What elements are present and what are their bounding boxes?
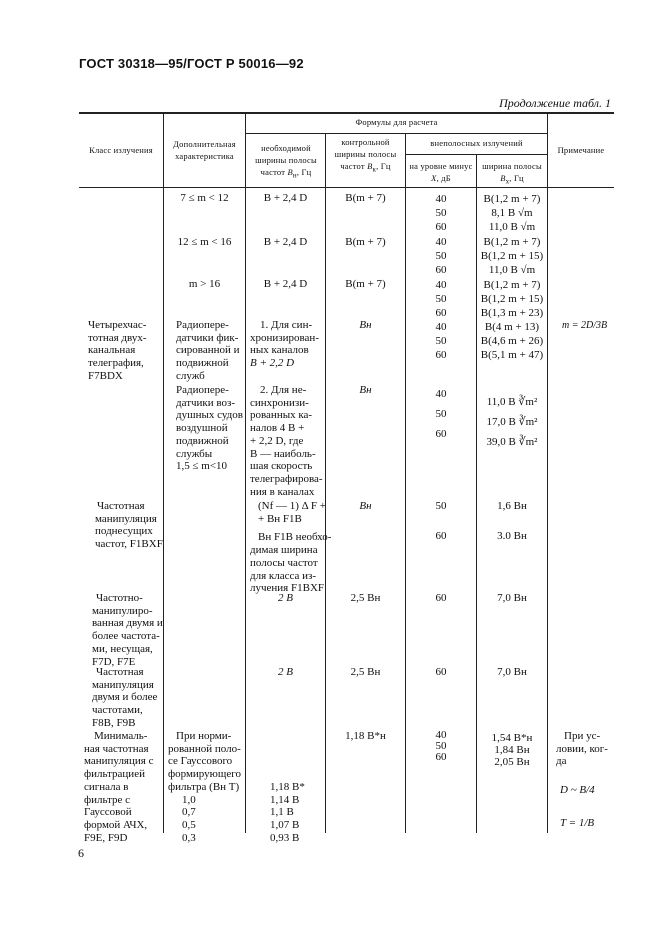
row-e-bn-line: B — наиболь-	[250, 447, 316, 460]
row-i-bn-line: 1,1 B	[270, 806, 294, 819]
row-e-x-1: 40	[435, 388, 447, 400]
formulas-divider	[245, 133, 547, 134]
row-a-x-1: 40	[435, 193, 447, 205]
row-i-note-formula-d: D ~ B/4	[560, 784, 595, 797]
row-h-x: 60	[435, 666, 447, 678]
row-b-char: 12 ≤ m < 16	[177, 236, 232, 248]
row-i-char-line: се Гауссового	[168, 755, 233, 768]
row-d-bn-line: B + 2,2 D	[250, 357, 295, 370]
header-note: Примечание	[557, 145, 605, 155]
row-b-bx	[477, 235, 547, 277]
row-c-x-1: 40	[435, 279, 447, 291]
row-f-bn	[250, 500, 331, 595]
row-d-bx-3: B(5,1 m + 47)	[480, 349, 544, 361]
row-i-bx-2: 1,84 Bн	[494, 744, 530, 756]
row-d-char-line: датчики фик-	[176, 331, 239, 344]
row-e-char-line: датчики воз-	[176, 396, 236, 409]
header-additional-char: Дополнительная характеристика	[173, 139, 236, 161]
row-f-class	[95, 500, 163, 551]
row-i-char-line: фильтра (Bн T)	[168, 780, 240, 793]
row-b-bx-1: B(1,2 m + 7)	[483, 236, 541, 248]
row-a-bx-2: 8,1 B √m	[491, 207, 533, 219]
col-divider-2	[245, 113, 246, 833]
row-f-bk: Bн	[359, 500, 372, 512]
row-d-char-line: Радиопере-	[176, 319, 229, 331]
row-d-char-line: сированной и	[176, 344, 240, 357]
row-e-x-3: 60	[435, 428, 447, 440]
row-d-class-line: телеграфия,	[88, 357, 144, 370]
row-i-char-line: 0,3	[182, 831, 196, 844]
row-h-bk: 2,5 Bн	[350, 666, 381, 678]
row-a-x-3: 60	[435, 221, 447, 233]
row-h-class-line: двумя и более	[92, 691, 158, 704]
row-d-char-line: подвижной	[176, 357, 229, 370]
row-e-bn-line: ния в каналах	[250, 485, 315, 498]
row-c-bx-2: B(1,2 m + 15)	[480, 293, 544, 305]
row-d-bx-2: B(4,6 m + 26)	[480, 335, 544, 347]
row-d-bn-line: хронизирован-	[250, 331, 319, 344]
row-a-char: 7 ≤ m < 12	[180, 192, 229, 204]
row-e-bx-3: 39,0 B ∛m²	[486, 436, 538, 448]
row-e-x	[406, 384, 476, 444]
row-f-bn-line: Bн F1B необхо-	[258, 531, 332, 544]
row-b-x-1: 40	[435, 236, 447, 248]
row-i-bx	[477, 732, 547, 768]
row-e-char-line: воздушной	[176, 422, 228, 435]
row-f-bn-line: димая ширина	[250, 544, 318, 557]
row-i-char-line: 0,7	[182, 806, 196, 819]
row-e-bx-2: 17,0 B ∛m²	[486, 416, 538, 428]
row-i-note-line: При ус-	[564, 730, 601, 742]
row-c-bn: B + 2,4 D	[263, 278, 308, 290]
row-d-class-line: канальная	[88, 344, 136, 357]
row-d-bn	[250, 319, 319, 370]
row-b-x-3: 60	[435, 264, 447, 276]
row-g-class-line: Частотно-	[96, 592, 143, 604]
row-e-bx-1: 11,0 B ∛m²	[486, 396, 538, 408]
row-d-class-line: F7BDX	[88, 369, 123, 382]
row-c-x	[406, 278, 476, 320]
row-g-bk: 2,5 Bн	[350, 592, 381, 604]
row-e-bn-line: телеграфирова-	[250, 472, 323, 485]
row-i-char-line: рованной поло-	[168, 742, 241, 755]
row-e-bn-line: налов 4 B +	[250, 422, 305, 435]
document-title: ГОСТ 30318—95/ГОСТ Р 50016—92	[79, 56, 304, 71]
row-d-char-line: служб	[176, 369, 205, 382]
row-d-class	[88, 319, 146, 383]
row-g-class-line: ванная двумя и	[92, 617, 163, 630]
row-i-class-line: ная частотная	[84, 742, 149, 755]
row-h-class-line: Частотная	[96, 666, 144, 678]
row-i-class-line: F9E, F9D	[84, 831, 128, 844]
row-i-class-line: фильтре с	[84, 793, 131, 806]
header-outband: внеполосных излучений	[430, 138, 523, 148]
row-c-bx-3: B(1,3 m + 23)	[480, 307, 544, 319]
row-d-note: m = 2D/3B	[562, 320, 608, 331]
header-bx: ширина полосы $B_x$, Гц	[482, 161, 542, 186]
row-e-char-line: душных судов	[176, 409, 243, 422]
row-i-note-formula-t: T = 1/B	[560, 816, 595, 829]
row-i-bn-line: 0,93 B	[270, 831, 300, 844]
row-i-char-line: При норми-	[176, 730, 232, 742]
row-f-class-line: Частотная	[97, 500, 145, 512]
row-d-bk: Bн	[359, 319, 372, 331]
row-e-bk: Bн	[359, 384, 372, 396]
row-i-bx-1: 1,54 B*н	[491, 732, 533, 744]
row-f-class-line: манипуляция	[95, 512, 157, 525]
row-b-bx-2: B(1,2 m + 15)	[480, 250, 544, 262]
row-c-bx-1: B(1,2 m + 7)	[483, 279, 541, 291]
row-i-note-line: да	[556, 755, 567, 768]
row-e-bx	[477, 392, 547, 452]
row-a-x	[406, 192, 476, 234]
row-f-bx-2: 3.0 Bн	[497, 529, 527, 542]
row-c-x-3: 60	[435, 307, 447, 319]
row-h-class-line: манипуляция	[92, 678, 154, 691]
row-i-char-line: 1,0	[182, 793, 196, 806]
row-f-bn-line: лучения F1BXF	[250, 582, 325, 595]
row-h-bx: 7,0 Bн	[497, 666, 527, 678]
row-b-x	[406, 235, 476, 277]
row-d-bn-line: 1. Для син-	[260, 319, 313, 331]
row-i-bx-3: 2,05 Bн	[494, 756, 530, 768]
row-i-x-3: 60	[435, 751, 447, 763]
row-i-char-line: формирующего	[168, 768, 241, 781]
row-f-bn-line: для класса из-	[250, 569, 317, 582]
row-e-char-line: 1,5 ≤ m<10	[176, 460, 228, 473]
row-d-char	[176, 319, 240, 383]
header-control-bw: контрольной ширины полосы частот $B_к$, Гц	[334, 137, 397, 174]
row-b-bx-3: 11,0 B √m	[488, 264, 536, 276]
row-i-class-line: сигнала в	[84, 780, 129, 793]
row-g-x: 60	[435, 592, 447, 604]
row-f-bn-line: (Nf — 1) Δ F +	[258, 500, 326, 512]
header-necessary-bw: необходимой ширины полосы частот $B_н$, Гц	[255, 143, 317, 180]
row-e-bn-line: 2. Для не-	[260, 384, 307, 396]
row-g-bn: 2 B	[278, 592, 293, 604]
row-f-x	[406, 500, 476, 542]
page-number: 6	[78, 846, 84, 860]
row-i-class-line: Гауссовой	[84, 806, 132, 819]
row-d-bn-line: ных каналов	[250, 344, 309, 357]
row-i-note	[556, 730, 608, 830]
row-g-class	[92, 592, 163, 668]
row-c-bk: B(m + 7)	[345, 278, 386, 290]
row-e-bn-line: шая скорость	[250, 460, 313, 473]
row-i-x-1: 40	[435, 729, 447, 741]
row-d-x-1: 40	[435, 321, 447, 333]
row-b-x-2: 50	[435, 250, 447, 262]
row-g-class-line: ми, несущая,	[92, 642, 153, 655]
row-i-bn-line: 1,14 B	[270, 793, 300, 806]
row-i-bn-line: 1,18 B*	[270, 781, 305, 793]
row-i-class	[84, 730, 153, 844]
row-e-bn-line: рованных ка-	[250, 409, 313, 422]
row-a-x-2: 50	[435, 207, 447, 219]
row-d-class-line: Четырехчас-	[88, 319, 147, 331]
row-i-class-line: фильтрацией	[84, 768, 145, 781]
row-f-class-line: частот, F1BXF	[95, 538, 163, 551]
col-divider-1	[163, 113, 164, 833]
row-b-bn: B + 2,4 D	[263, 236, 308, 248]
row-b-bk: B(m + 7)	[345, 236, 386, 248]
row-a-bn: B + 2,4 D	[263, 192, 308, 204]
row-d-bx	[477, 320, 547, 362]
row-h-class	[92, 666, 157, 730]
row-f-x-2: 60	[435, 529, 447, 542]
row-c-x-2: 50	[435, 293, 447, 305]
row-e-bn-line: синхронизи-	[250, 396, 309, 409]
row-i-bn-line: 1,07 B	[270, 819, 300, 832]
row-i-bn	[270, 781, 305, 845]
row-g-bx: 7,0 Bн	[497, 592, 527, 604]
row-c-bx	[477, 278, 547, 320]
row-a-bk: B(m + 7)	[345, 192, 386, 204]
row-i-class-line: формой АЧХ,	[84, 818, 148, 831]
row-a-bx	[477, 192, 547, 234]
row-e-char	[176, 384, 243, 473]
row-d-class-line: тотная двух-	[88, 331, 147, 344]
row-i-char	[168, 730, 241, 844]
row-f-bx-1: 1,6 Bн	[497, 500, 527, 512]
row-e-x-2: 50	[435, 408, 447, 420]
row-g-class-line: F7D, F7E	[92, 655, 136, 668]
table-continuation-label: Продолжение табл. 1	[499, 96, 611, 110]
row-i-char-line: 0,5	[182, 818, 196, 831]
row-f-bn-line: полосы частот	[250, 556, 318, 569]
col-divider-6	[547, 113, 548, 833]
row-d-bx-1: B(4 m + 13)	[484, 321, 540, 333]
row-e-char-line: Радиопере-	[176, 384, 229, 396]
header-class: Класс излучения	[89, 145, 153, 155]
row-i-class-line: манипуляция с	[84, 755, 154, 768]
row-f-bn-line: + Bн F1B	[258, 512, 302, 525]
row-g-class-line: более частота-	[92, 630, 160, 643]
header-formulas: Формулы для расчета	[355, 117, 438, 127]
row-f-x-1: 50	[435, 500, 447, 512]
row-i-note-line: ловии, ког-	[556, 742, 608, 755]
row-e-bn	[250, 384, 323, 498]
row-g-class-line: манипулиро-	[92, 604, 153, 617]
row-e-char-line: подвижной	[176, 434, 229, 447]
row-f-bx	[477, 500, 547, 542]
row-h-class-line: F8B, F9B	[92, 716, 136, 729]
row-i-class-line: Минималь-	[94, 730, 148, 742]
table-top-border	[79, 112, 614, 114]
row-i-x-2: 50	[435, 740, 447, 752]
row-e-char-line: службы	[176, 447, 213, 460]
row-d-x-2: 50	[435, 335, 447, 347]
row-a-bx-3: 11,0 B √m	[488, 221, 536, 233]
header-level: на уровне минус X, дБ	[409, 161, 473, 183]
row-h-class-line: частотами,	[92, 704, 143, 717]
row-d-x	[406, 320, 476, 362]
row-i-bk: 1,18 B*н	[345, 730, 386, 742]
row-h-bn: 2 B	[278, 666, 293, 678]
row-c-char: m > 16	[188, 278, 221, 290]
row-a-bx-1: B(1,2 m + 7)	[483, 193, 541, 205]
row-i-x	[406, 730, 476, 763]
row-f-class-line: поднесущих	[95, 525, 153, 538]
row-e-bn-line: + 2,2 D, где	[250, 434, 304, 447]
row-d-x-3: 60	[435, 349, 447, 361]
